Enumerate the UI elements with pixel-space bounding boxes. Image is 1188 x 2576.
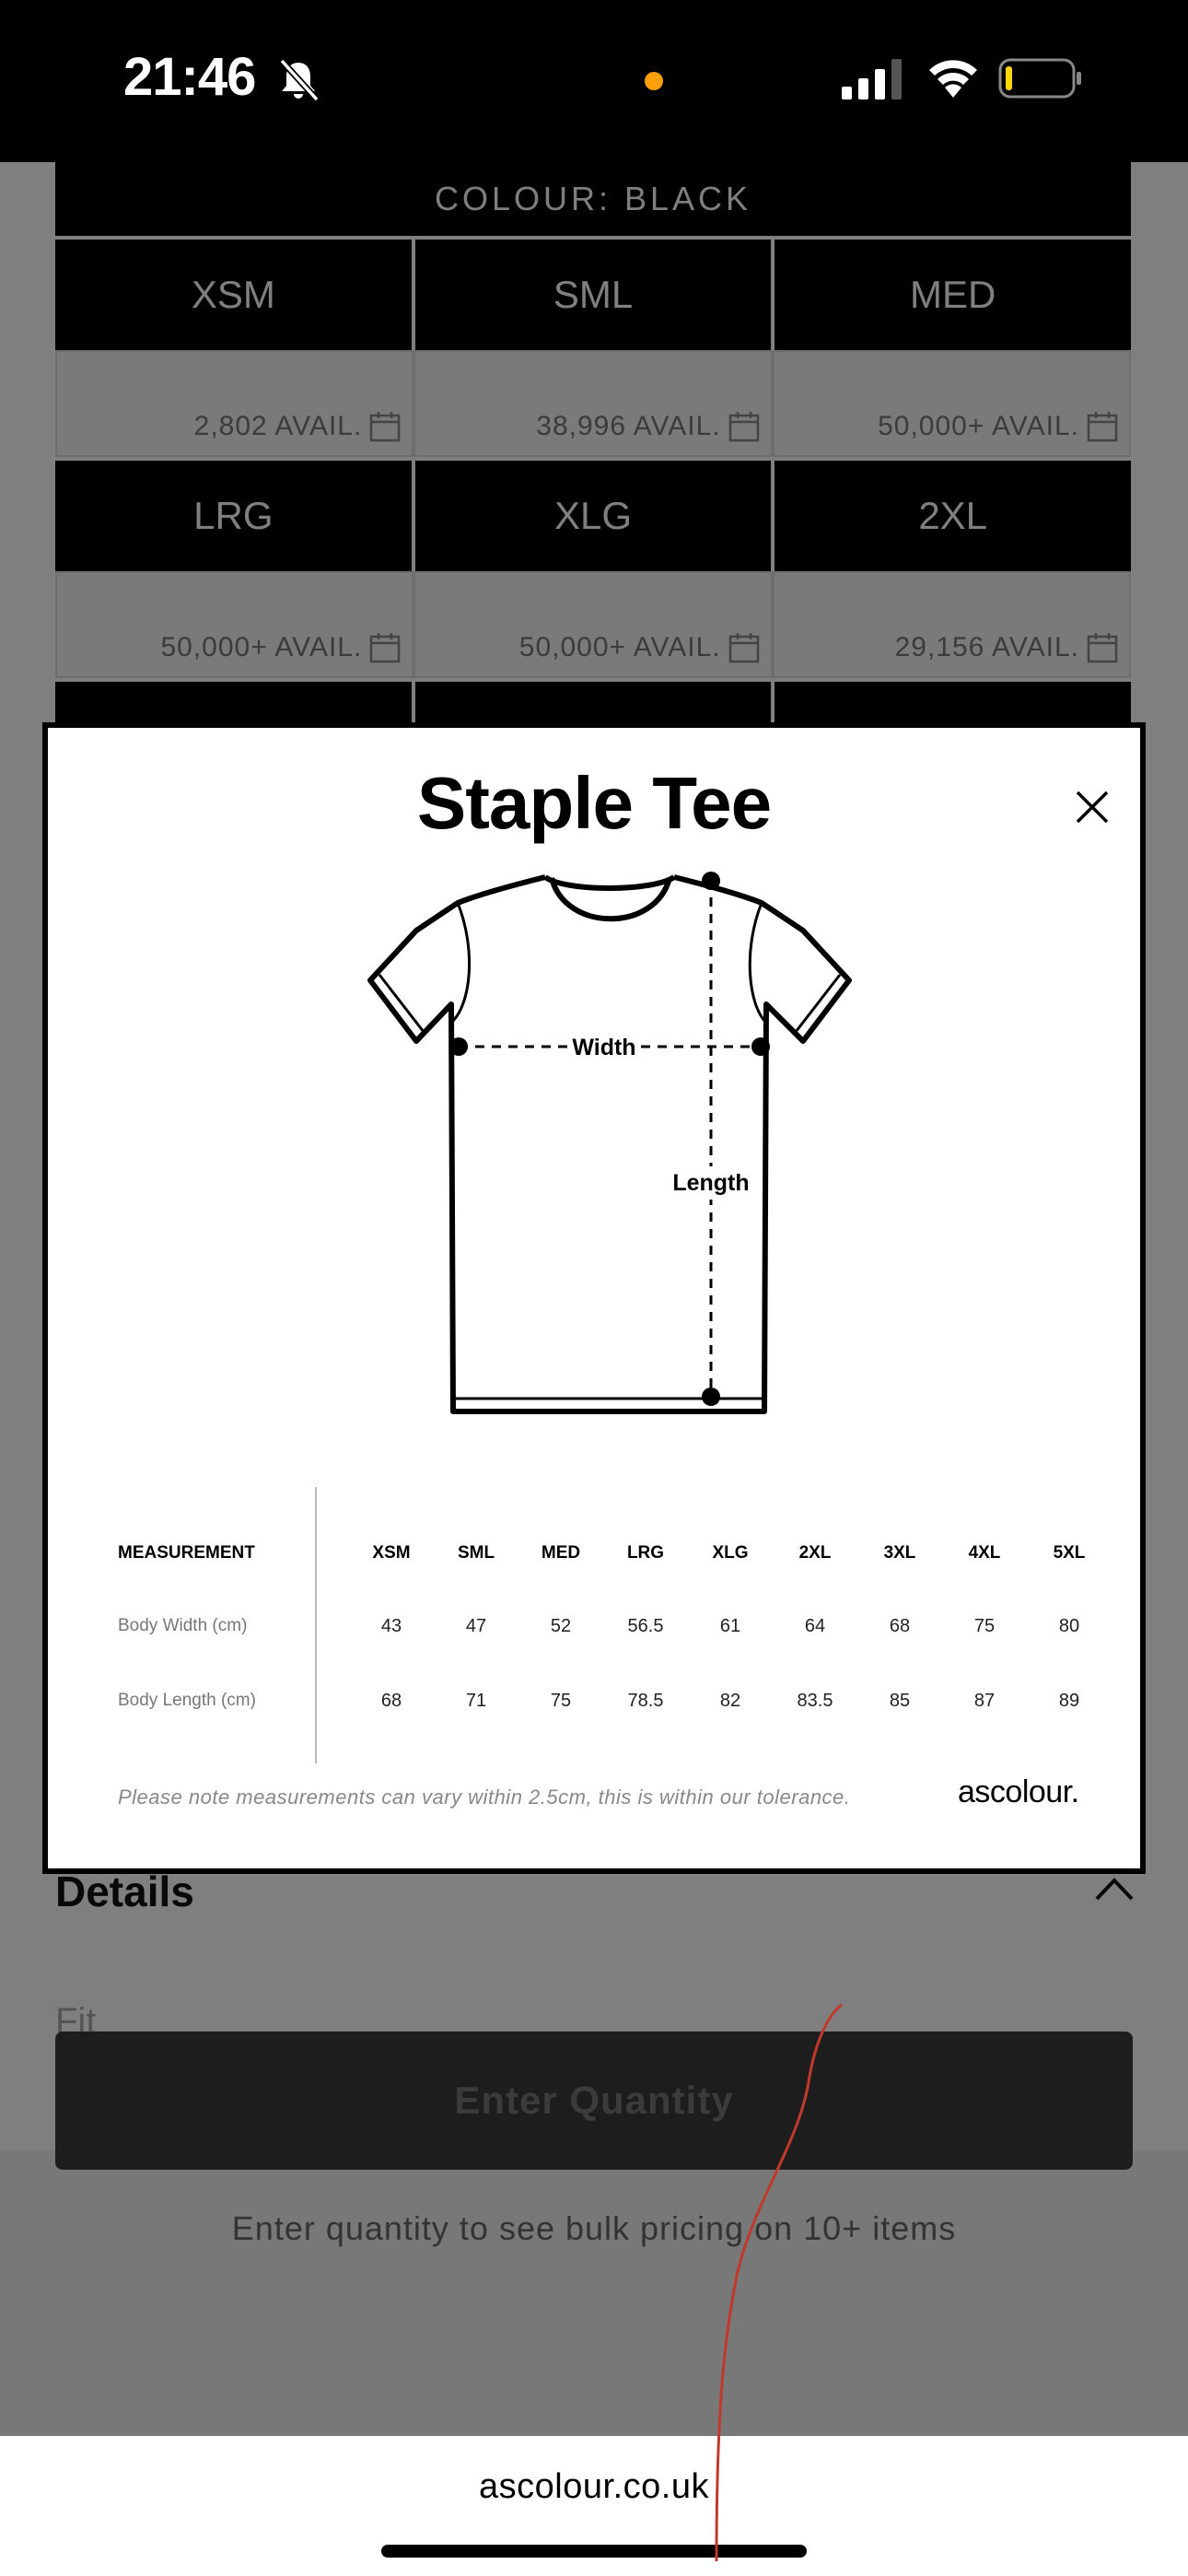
battery-icon (998, 57, 1083, 100)
table-cell: 61 (719, 1616, 741, 1636)
close-icon[interactable] (1074, 789, 1111, 825)
measure-point (449, 1037, 468, 1056)
table-row (48, 1608, 1140, 1645)
home-indicator[interactable] (381, 2545, 807, 2558)
status-time: 21:46 (123, 47, 256, 107)
header-label: MEASUREMENT (118, 1543, 255, 1563)
table-header-row (48, 1535, 1140, 1572)
url-text[interactable]: ascolour.co.uk (479, 2467, 709, 2506)
header-cell: 3XL (883, 1543, 916, 1563)
table-row (48, 1682, 1140, 1719)
header-cell: LRG (626, 1543, 665, 1563)
header-cell: XLG (712, 1543, 749, 1563)
bell-muted-icon (276, 57, 320, 103)
table-cell: 68 (889, 1616, 911, 1636)
modal-title: Staple Tee (416, 762, 772, 844)
brand-logo: ascolour. (958, 1774, 1079, 1809)
row-label: Body Width (cm) (118, 1616, 248, 1635)
table-cell: 87 (973, 1691, 996, 1711)
table-cell: 89 (1058, 1691, 1080, 1711)
tshirt-outline (370, 877, 849, 1411)
measure-point (702, 872, 720, 890)
table-cell: 75 (550, 1691, 572, 1711)
table-cell: 85 (889, 1691, 911, 1711)
header-cell: 5XL (1053, 1543, 1086, 1563)
tshirt-diagram (324, 866, 932, 1456)
header-cell: MED (541, 1543, 581, 1563)
table-cell: 43 (380, 1616, 402, 1636)
table-cell: 80 (1058, 1616, 1080, 1636)
table-cell: 64 (804, 1616, 826, 1636)
table-cell: 83.5 (797, 1691, 833, 1711)
browser-bar[interactable] (0, 2436, 1188, 2576)
table-cell: 75 (973, 1616, 996, 1636)
cellular-signal-icon (842, 59, 904, 100)
table-cell: 52 (550, 1616, 572, 1636)
size-guide-modal (42, 722, 1146, 1874)
header-cell: 2XL (798, 1543, 832, 1563)
width-label: Width (572, 1035, 636, 1060)
header-cell: 4XL (968, 1543, 1001, 1563)
table-cell: 47 (465, 1616, 487, 1636)
table-cell: 68 (380, 1691, 402, 1711)
measure-point (702, 1388, 720, 1406)
tolerance-note: Please note measurements can vary within 2.5cm, this is within our tolerance. (118, 1786, 851, 1809)
table-cell: 82 (719, 1691, 741, 1711)
wifi-icon (925, 55, 982, 100)
status-bar (0, 0, 1188, 162)
header-cell: XSM (372, 1543, 411, 1563)
row-label: Body Length (cm) (118, 1691, 256, 1710)
privacy-indicator-dot (645, 72, 663, 90)
table-cell: 78.5 (627, 1691, 664, 1711)
table-cell: 71 (465, 1691, 487, 1711)
table-cell: 56.5 (627, 1616, 664, 1636)
header-cell: SML (457, 1543, 495, 1563)
size-chart-table (48, 1487, 1140, 1763)
length-label: Length (672, 1170, 750, 1196)
close-button[interactable] (1065, 779, 1120, 835)
measure-point (751, 1037, 770, 1056)
